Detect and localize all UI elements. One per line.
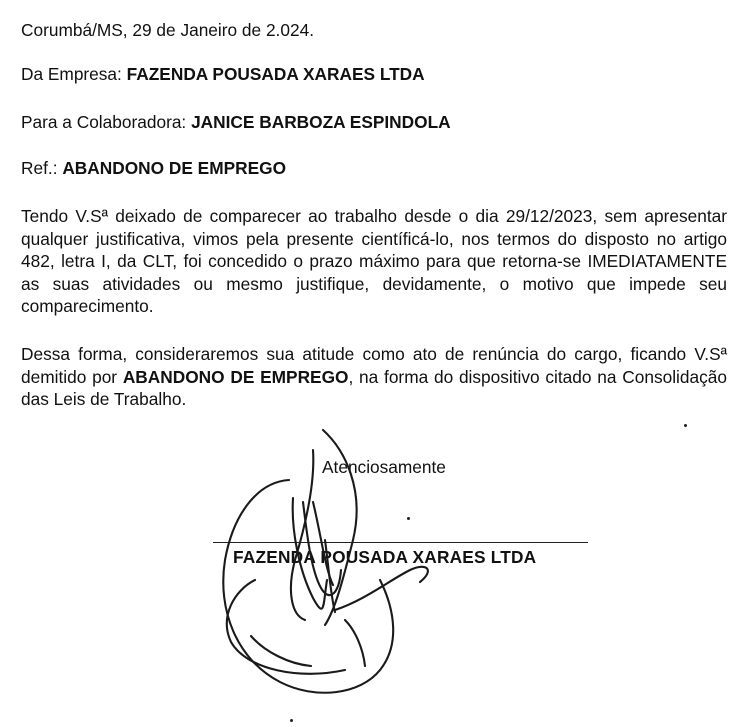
company-line (21, 63, 425, 85)
paragraph-notice-part2: IMEDIATAMENTE (587, 251, 727, 272)
paragraph-consequence-part1: Dessa forma, consideraremos sua atitude como ato de renúncia do cargo, ficando V.Sª demitido por (21, 344, 727, 387)
company-name: FAZENDA POUSADA XARAES LTDA (126, 64, 425, 84)
scan-speck (407, 517, 410, 520)
signature-company-name: FAZENDA POUSADA XARAES LTDA (233, 547, 537, 567)
paragraph-consequence (21, 343, 727, 411)
employee-line (21, 111, 451, 133)
reference-line (21, 157, 286, 179)
paragraph-notice-part3: as suas atividades ou mesmo justifique, devidamente, o motivo que impede seu comparecimento. (21, 273, 727, 317)
paragraph-consequence-emphasis: ABANDONO DE EMPREGO (122, 366, 349, 387)
reference-label: Ref.: (21, 158, 58, 178)
employee-name: JANICE BARBOZA ESPINDOLA (191, 112, 451, 132)
closing-salutation: Atenciosamente (322, 457, 446, 477)
employee-label: Para a Colaboradora: (21, 112, 187, 132)
place-date: Corumbá/MS, 29 de Janeiro de 2.024. (21, 20, 314, 40)
scan-speck (290, 719, 293, 722)
reference-subject: ABANDONO DE EMPREGO (62, 158, 287, 178)
paragraph-notice (21, 205, 727, 318)
company-label: Da Empresa: (21, 64, 122, 84)
paragraph-consequence-part3: , na forma do dispositivo citado na Consolidação das Leis de Trabalho. (21, 366, 727, 410)
scan-speck (684, 424, 687, 427)
handwritten-signature (195, 420, 455, 710)
paragraph-notice-part1: Tendo V.Sª deixado de comparecer ao trabalho desde o dia 29/12/2023, sem apresentar qualquer justificativa, vimos pela presente científicá-lo, nos termos do disposto no artigo 482, letra I, da CLT, foi concedido o prazo máximo para que retorna-se (21, 206, 727, 272)
